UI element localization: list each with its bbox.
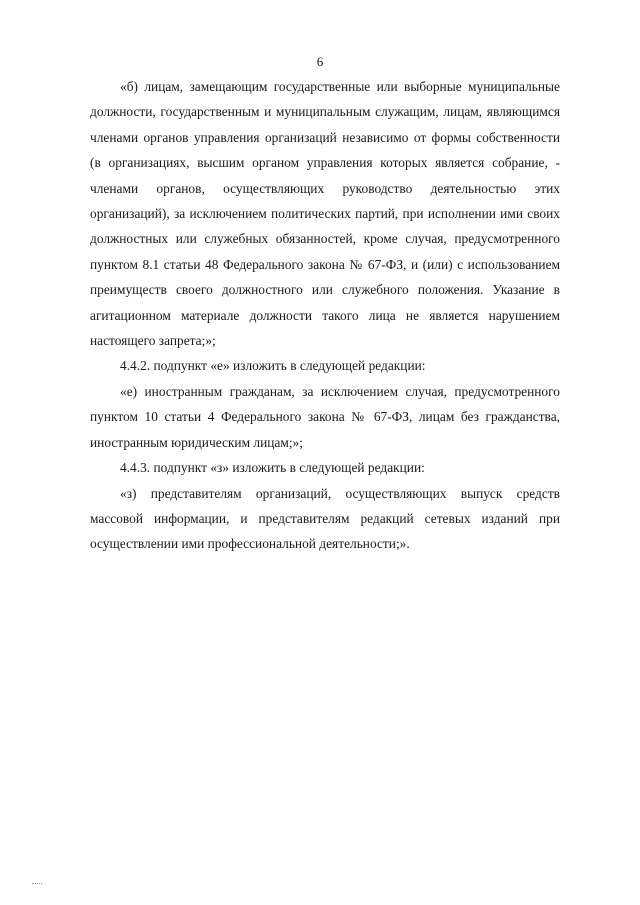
document-body	[90, 74, 560, 557]
scan-artifact	[32, 883, 42, 885]
paragraph-subitem-b: «б) лицам, замещающим государственные или выборные муниципальные должности, государственным и муниципальным служащим, лицам, являющимся членами органов управления организаций независимо от формы собственности (в организациях, высшим органом управления которых является собрание, - членами органов, осуществляющих руководство деятельностью этих организаций), за исключением политических партий, при исполнении ими своих должностных или служебных обязанностей, кроме случая, предусмотренного пунктом 8.1 статьи 48 Федерального закона № 67-ФЗ, и (или) с использованием преимуществ своего должностного или служебного положения. Указание в агитационном материале должности такого лица не является нарушением настоящего запрета;»;	[90, 79, 560, 349]
page-number: 6	[316, 54, 324, 69]
paragraph-subitem-e: «е) иностранным гражданам, за исключением случая, предусмотренного пунктом 10 статьи 4 Федерального закона № 67-ФЗ, лицам без гражданства, иностранным юридическим лицам;»;	[90, 383, 560, 450]
paragraph-4-4-2: 4.4.2. подпункт «е» изложить в следующей редакции:	[120, 358, 426, 374]
paragraph-subitem-z: «з) представителям организаций, осуществляющих выпуск средств массовой информации, и представителям редакций сетевых изданий при осуществлении ими профессиональной деятельности;».	[90, 485, 560, 552]
paragraph-4-4-3: 4.4.3. подпункт «з» изложить в следующей редакции:	[120, 460, 425, 476]
